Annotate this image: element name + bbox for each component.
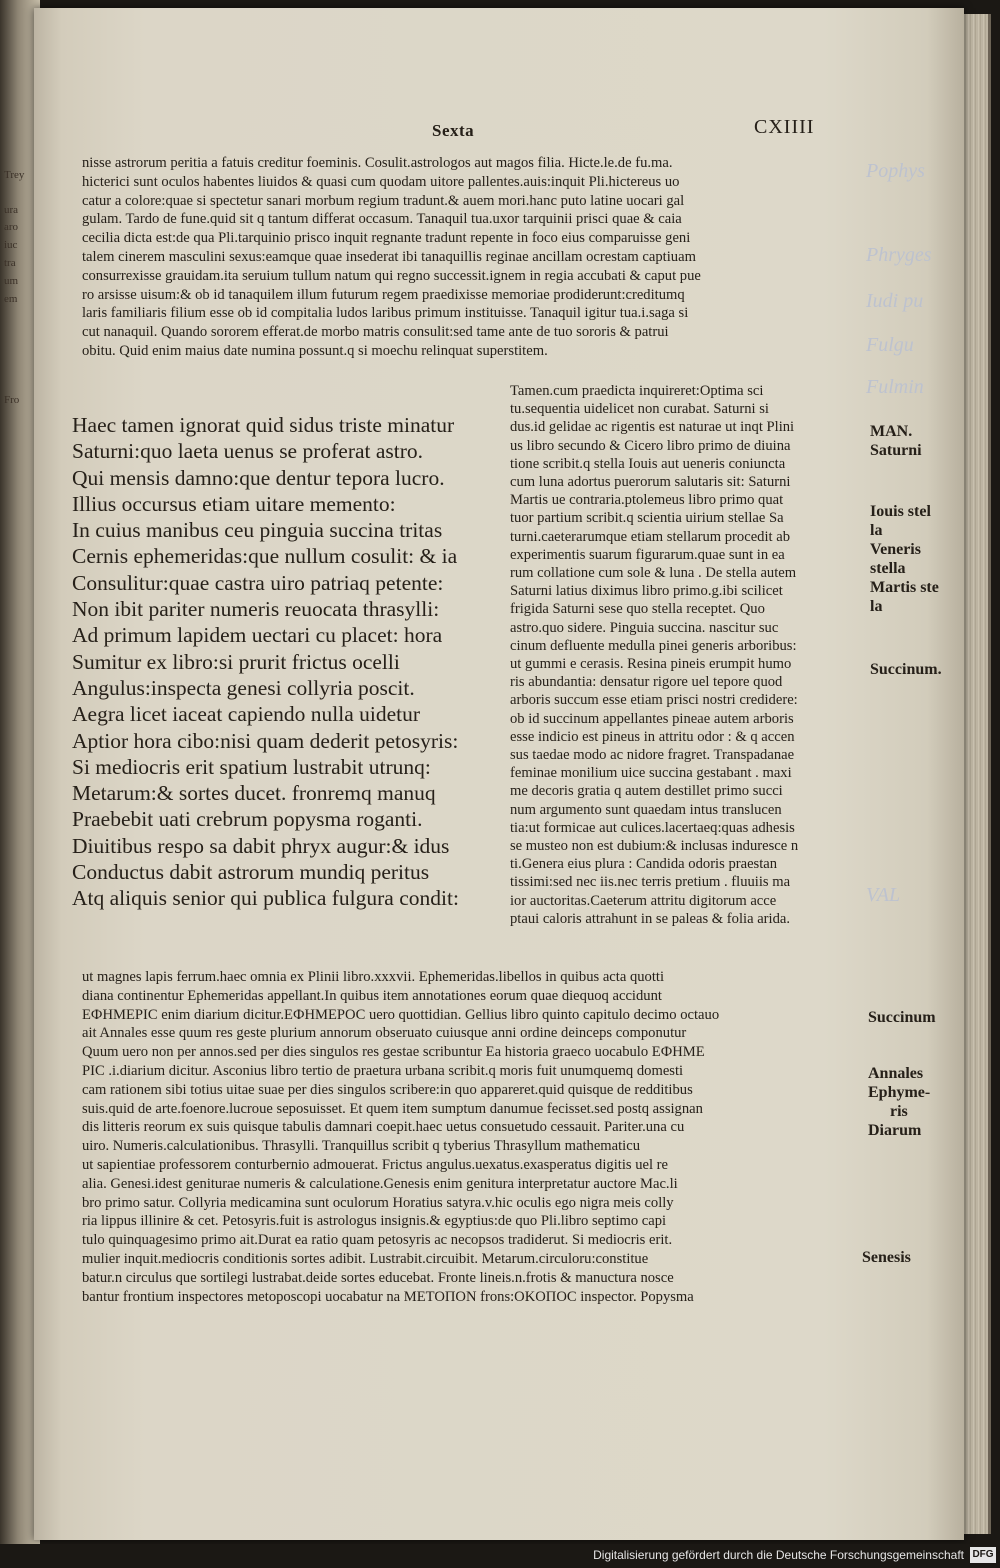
margin-note-annales (868, 1064, 930, 1140)
text-line: cecilia dicta est:de qua Pli.tarquinio prisco inquit regnante tradunt repente in foco eius comparuisse geni (82, 230, 691, 247)
text-line: hicterici sunt oculos habentes liuidos & quasi cum quodam uitore pallentes.auis:inquit Pli.hictereus uo (82, 173, 680, 190)
left-fragment: ura (4, 204, 19, 216)
left-fragment: um (4, 275, 19, 287)
verse-line: Consulitur:quae castra uiro patriaq petente: (72, 570, 444, 595)
margin-note-veneris (870, 540, 921, 578)
text-line: Saturni latius diximus libro primo.g.ibi scilicet (510, 583, 783, 600)
text-line: bro primo satur. Collyria medicamina sunt oculorum Horatius satyra.v.hic oculis ego nigra meis colly (82, 1194, 674, 1211)
text-line: batur.n circulus que sortilegi lustrabat.deide sortes educebat. Fronte lineis.n.frotis & manuctura nosce (82, 1269, 674, 1286)
margin-note-man-saturni (870, 422, 922, 460)
show-through-text: Fulgu (866, 334, 914, 356)
text-line: rum collatione cum sole & luna . De stella autem (510, 565, 797, 582)
text-line: ut gummi e cerasis. Resina pineis erumpit humo (510, 656, 792, 673)
text-line: talem cinerem masculini sexus:eamque quae insederat ibi tanaquillis reginae ancillam ocrestam captiuam (82, 248, 696, 265)
text-line: astro.quo sidere. Pinguia succina. nascitur suc (510, 619, 779, 636)
show-through-text: Phryges (866, 244, 932, 266)
verse-line: Sumitur ex libro:si prurit frictus ocelli (72, 649, 400, 674)
margin-text: Diarum (868, 1122, 922, 1139)
dfg-logo: DFG (970, 1547, 996, 1563)
show-through-text: Iudi pu (866, 290, 924, 312)
margin-text: ris (890, 1103, 908, 1120)
text-line: cut nanaquil. Quando sororem efferat.de morbo matris consulit:sed tame ante de tuo sororis & patrui (82, 324, 669, 341)
text-line: PIC .i.diarium dicitur. Asconius libro tertio de praetura urbana scribit.q moris fuit unumquemq domesti (82, 1062, 684, 1079)
verse-line: Conductus dabit astrorum mundiq peritus (72, 860, 430, 885)
text-line: bantur frontium inspectores metoposcopi uocabatur na METOПON frons:OKOПOC inspector. Popysma (82, 1288, 694, 1305)
left-fragment: iuc (4, 239, 18, 251)
margin-text: Ephyme- (868, 1084, 931, 1101)
verse-line: In cuius manibus ceu pinguia succina tritas (72, 518, 443, 543)
text-line: obitu. Quid enim maius date numina possunt.q si moechu relinquat superstitem. (82, 342, 548, 359)
commentary-top (82, 154, 701, 361)
running-head: Sexta (432, 121, 475, 140)
verse-line: Aegra licet iaceat capiendo nulla uidetur (72, 702, 421, 727)
text-line: ut magnes lapis ferrum.haec omnia ex Plinii libro.xxxvii. Ephemeridas.libellos in quibus acta quotti (82, 969, 665, 985)
left-fragment: Fro (4, 394, 20, 406)
text-line: uiro. Numeris.calculationibus. Thrasylli. Tranquillus scribit q tyberius Thrasyllum mathematicu (82, 1138, 641, 1155)
text-line: Tamen.cum praedicta inquireret:Optima sci (510, 383, 764, 399)
text-line: tione scribit.q stella Iouis aut ueneris coniuncta (510, 455, 786, 472)
verse-line: Haec tamen ignorat quid sidus triste minatur (72, 413, 455, 437)
text-line: cinum defluente medulla pinei generis arboribus: (510, 637, 797, 654)
verse-line: Praebebit uati crebrum popysma roganti. (72, 807, 423, 832)
margin-text: Annales (868, 1065, 924, 1082)
text-line: cum luna adortus puerorum salutaris sit: Saturni (510, 474, 791, 491)
folio-number: CXIIII (754, 116, 815, 138)
text-line: num argumento sunt quaedam intus translucen (510, 801, 782, 818)
text-line: consurrexisse grauidam.ita seruium tullum natum qui regno successit.ignem in regia accubati & caput pue (82, 267, 701, 284)
text-line: Quum uero non per annos.sed per dies singulos res gestae scribuntur Ea historia graeco uocabulo EФHME (82, 1044, 705, 1061)
margin-text: stella (870, 560, 906, 577)
commentary-bottom (82, 968, 719, 1306)
verse-line: Aptior hora cibo:nisi quam dederit petosyris: (72, 728, 459, 753)
text-line: tuor partium scribit.q scientia uirium stellae Sa (510, 510, 784, 527)
text-line: suis.quid de arte.foenore.lucroue seposuisset. Et quem item sumptum danumue fecisset.sed postq assignan (82, 1100, 703, 1117)
text-line: ti.Genera eius plura : Candida odoris praestan (510, 856, 778, 873)
text-line: esse indicio est pineus in attritu odor : & q accen (510, 728, 795, 745)
left-fragment: em (4, 293, 18, 305)
show-through-text: VAL (866, 884, 901, 906)
text-line: arboris succum esse etiam prisci nostri credidere: (510, 692, 798, 709)
text-line: tu.sequentia uidelicet non curabat. Saturni si (510, 401, 769, 418)
text-line: ris abundantia: densatur rigore uel tepore quod (510, 674, 783, 691)
text-line: ro arsisse uisum:& ob id tanaquilem illum futurum regem praedixisse memoriae prodiderunt:creditumq (82, 286, 685, 303)
text-line: frigida Saturni sese quo stella receptet. Quo (510, 601, 765, 618)
verse-line: Angulus:inspecta genesi collyria poscit. (72, 675, 415, 700)
text-line: se musteo non est dubium:& inclusas induresce n (510, 838, 799, 855)
text-line: cam rationem sibi totius uitae suae per dies singulos scribere:in quo appareret.quid quisque de redditibus (82, 1081, 693, 1098)
text-line: experimentis suarum figurarum.quae sunt in ea (510, 546, 785, 563)
verse-line: Atq aliquis senior qui publica fulgura condit: (72, 886, 459, 911)
text-line: alia. Genesi.idest geniturae numeris & calculatione.Genesis enim genitura interpretatur auctore Mac.li (82, 1175, 678, 1192)
margin-text: Iouis stel (870, 503, 931, 520)
text-line: mulier inquit.mediocris conditionis sortes adibit. Lustrabit.circuibit. Metarum.circuloru:constitue (82, 1250, 649, 1267)
left-fragment: tra (4, 257, 16, 269)
text-line: dis litteris reorum ex suis quisque tabulis damnari coepit.haec uetus consuetudo cessauit. Pariter.una cu (82, 1119, 685, 1136)
verse-line: Saturni:quo laeta uenus se proferat astro. (72, 439, 424, 464)
text-line: ait Annales esse quum res geste plurium annorum obseruato cuiusque anni ordine deinceps componutur (82, 1025, 687, 1042)
margin-text: la (870, 598, 883, 615)
text-line: ptaui caloris attrahunt in se paleas & folia arida. (510, 910, 791, 927)
verse-line: Cernis ephemeridas:que nullum cosulit: & ia (72, 544, 458, 569)
text-line: catur a colore:quae si spectetur sanari morbum regium tradunt.& auem mori.hanc puto latine uocari gal (82, 192, 685, 209)
text-line: Martis ue contraria.ptolemeus libro primo quat (510, 492, 784, 509)
text-line: nisse astrorum peritia a fatuis creditur foeminis. Cosulit.astrologos aut magos filia. Hicte.le.de fu.ma. (82, 155, 673, 171)
show-through-text: Pophys (866, 160, 925, 182)
left-fragment: aro (4, 221, 19, 233)
margin-note-succinum: Succinum. (870, 661, 942, 678)
text-line: dus.id gelidae ac rigentis est naturae ut inqt Plini (510, 419, 795, 436)
footer-bar (0, 1544, 1000, 1568)
text-line: laris familiaris filium esse ob id compitalia ludos laribus primum instituisse. Tanaquil igitur tua.i.saga si (82, 305, 689, 322)
left-fragment: Trey (4, 169, 25, 181)
book-fore-edge (962, 14, 991, 1534)
book-page (34, 8, 964, 1540)
margin-text: Veneris (870, 541, 921, 558)
text-line: us libro secundo & Cicero libro primo de diuina (510, 437, 791, 454)
margin-note-martis (870, 578, 939, 616)
margin-note-senesis: Senesis (862, 1249, 911, 1266)
margin-text: MAN. (870, 423, 913, 440)
margin-text: la (870, 522, 883, 539)
text-line: tissimi:sed nec iis.nec terris pretium . fluuiis ma (510, 874, 791, 891)
margin-note-succinum: Succinum (868, 1009, 936, 1026)
text-line: feminae monilium uice succina gestabant . maxi (510, 765, 792, 782)
text-line: sus taedae modo ac nidore fragret. Transpadanae (510, 747, 795, 764)
show-through-text: Fulmin (866, 376, 924, 398)
verse-line: Diuitibus respo sa dabit phryx augur:& idus (72, 833, 450, 858)
verse-line: Non ibit pariter numeris reuocata thrasylli: (72, 597, 440, 622)
verse-line: Metarum:& sortes ducet. fronremq manuq (72, 781, 436, 806)
text-line: ob id succinum appellantes pineae autem arboris (510, 710, 794, 727)
text-line: gulam. Tardo de fune.quid sit q tantum differat occasum. Tanaquil tua.uxor tarquinii prisci quae & caia (82, 211, 682, 228)
verse-column (72, 412, 459, 912)
gloss-column (510, 382, 798, 928)
verse-line: Si mediocris erit spatium lustrabit utrunq: (72, 754, 431, 779)
margin-text: Martis ste (870, 579, 939, 596)
verse-line: Qui mensis damno:que dentur tepora lucro. (72, 465, 445, 490)
text-line: EФHMEPIC enim diarium dicitur.EФHMEPOC uero quottidian. Gellius libro quinto capitulo decimo octauo (82, 1006, 720, 1023)
verse-line: Ad primum lapidem uectari cu placet: hora (72, 623, 443, 648)
text-line: me decoris gratia q autem destillet primo succi (510, 783, 783, 800)
text-line: turni.caeterarumque etiam stellarum procedit ab (510, 528, 790, 545)
text-line: tia:ut formicae aut culices.lacertaeq:quas adhesis (510, 819, 795, 836)
text-line: ria lippus illinire & cet. Petosyris.fuit is astrologus insignis.& egyptius:de quo Pli.libro septimo capi (82, 1213, 667, 1230)
text-line: diana continentur Ephemeridas appellant.In quibus item annotationes eorum quae diequoq accidunt (82, 987, 662, 1004)
margin-text: Saturni (870, 442, 922, 459)
funding-credit: Digitalisierung gefördert durch die Deutsche Forschungsgemeinschaft (593, 1548, 964, 1562)
text-line: ior auctoritas.Caeterum attritu digitorum acce (510, 892, 777, 909)
margin-note-iouis (870, 502, 931, 540)
text-line: tulo quinquagesimo primo ait.Durat ea ratio quam petosyris ac necopsos tradiderut. Si mediocris erit. (82, 1232, 673, 1249)
text-line: ut sapientiae professorem conturbernio admouerat. Frictus angulus.uexatus.exasperatus digitis uel re (82, 1156, 669, 1173)
verse-line: Illius occursus etiam uitare memento: (72, 491, 396, 516)
